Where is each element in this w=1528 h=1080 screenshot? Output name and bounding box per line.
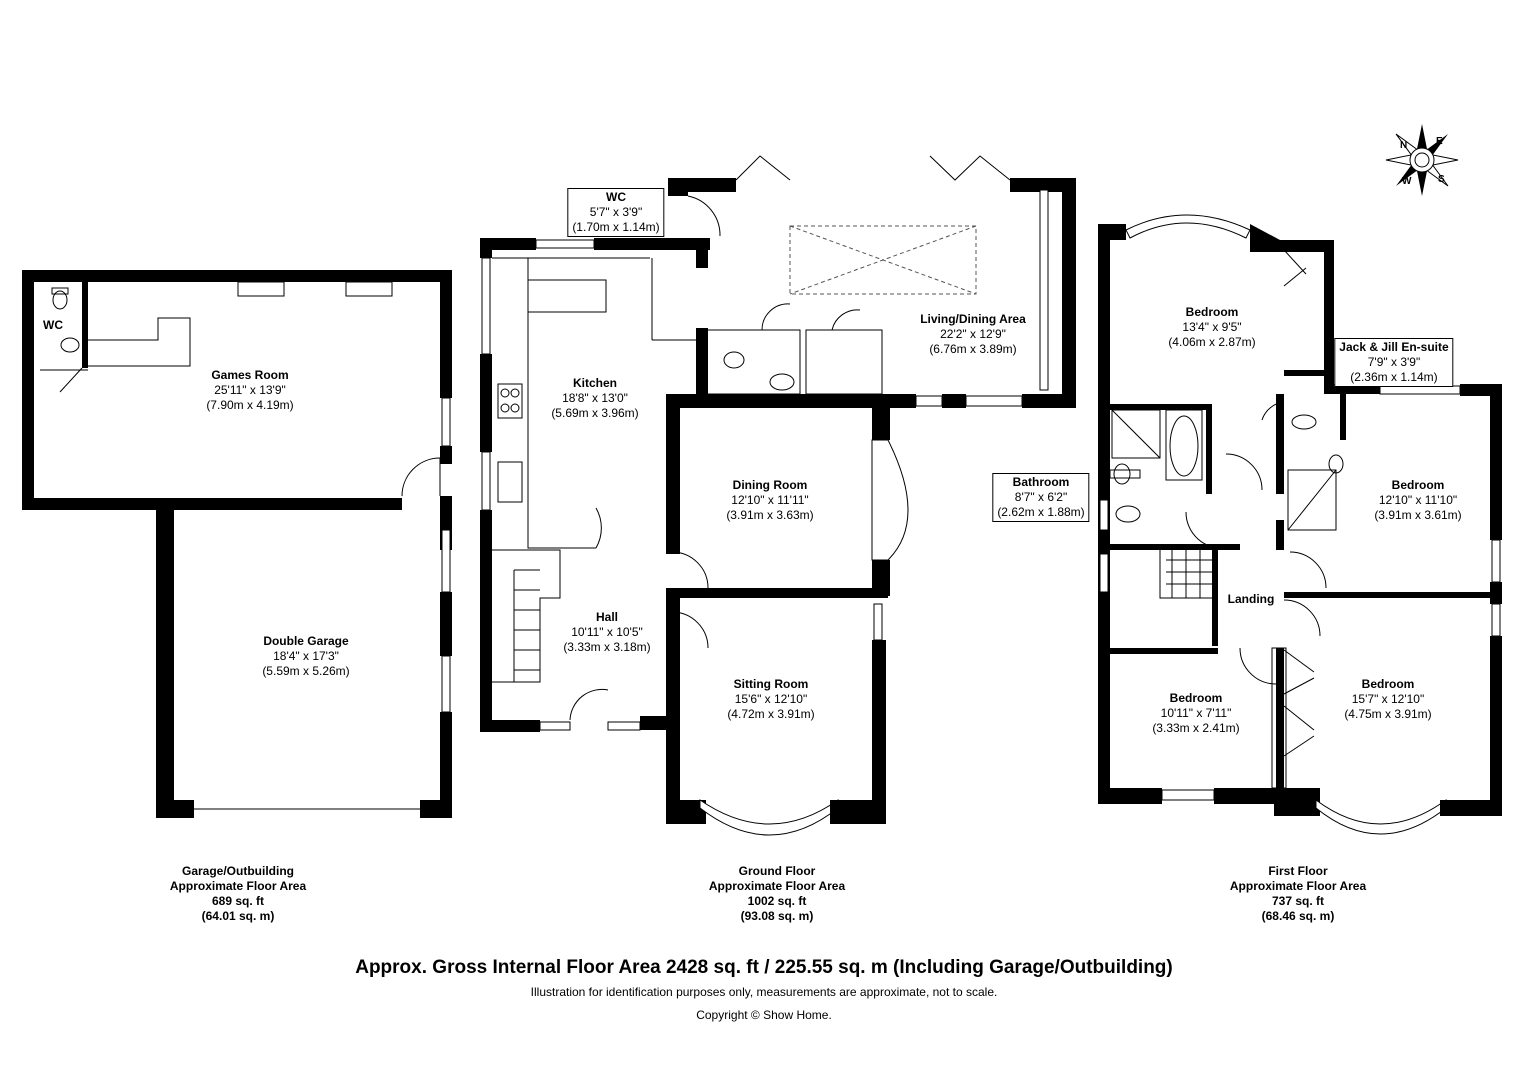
floor-area-ground: Ground Floor Approximate Floor Area 1002 sq. ft (93.08 sq. m) [708,864,846,923]
room-label-bedroom-2: Bedroom 12'10" x 11'10" (3.91m x 3.61m) [1374,478,1462,522]
first-floor-plan [1098,215,1502,834]
room-label-bedroom-3: Bedroom 10'11" x 7'11" (3.33m x 2.41m) [1152,691,1240,735]
room-label-games-room: Games Room 25'11" x 13'9" (7.90m x 4.19m) [206,368,294,412]
floor-area-first: First Floor Approximate Floor Area 737 sq. ft (68.46 sq. m) [1229,864,1367,923]
gross-area-title: Approx. Gross Internal Floor Area 2428 sq. ft / 225.55 sq. m (Including Garage/Outbuilding) [355,957,1173,978]
room-label-jack-jill-ensuite: Jack & Jill En-suite 7'9" x 3'9" (2.36m x 1.14m) [1334,338,1453,387]
room-label-double-garage: Double Garage 18'4" x 17'3" (5.59m x 5.26m) [262,634,350,678]
room-label-hall: Hall 10'11" x 10'5" (3.33m x 3.18m) [563,610,651,654]
compass-rose-icon [1386,124,1458,196]
compass-letter-n: N [1400,140,1408,151]
compass-letter-s: S [1438,174,1445,185]
room-label-bedroom-4: Bedroom 15'7" x 12'10" (4.75m x 3.91m) [1344,677,1432,721]
room-label-kitchen: Kitchen 18'8" x 13'0" (5.69m x 3.96m) [551,376,639,420]
compass-letter-w: W [1402,176,1412,187]
room-label-wc-ground: WC 5'7" x 3'9" (1.70m x 1.14m) [567,188,664,237]
room-label-bathroom: Bathroom 8'7" x 6'2" (2.62m x 1.88m) [992,473,1089,522]
room-label-wc-garage: WC [43,318,63,332]
room-label-dining-room: Dining Room 12'10" x 11'11" (3.91m x 3.63m) [726,478,814,522]
garage-outbuilding-plan [22,270,452,818]
copyright-text: Copyright © Show Home. [696,1008,832,1022]
compass-letter-e: E [1436,136,1443,147]
disclaimer-text: Illustration for identification purposes only, measurements are approximate, not to scale. [530,985,998,999]
room-label-bedroom-1: Bedroom 13'4" x 9'5" (4.06m x 2.87m) [1168,305,1256,349]
room-label-landing: Landing [1227,592,1275,606]
room-label-sitting-room: Sitting Room 15'6" x 12'10" (4.72m x 3.91m) [727,677,815,721]
floor-area-garage: Garage/Outbuilding Approximate Floor Area 689 sq. ft (64.01 sq. m) [169,864,307,923]
room-label-living-dining: Living/Dining Area 22'2" x 12'9" (6.76m x 3.89m) [920,312,1026,356]
